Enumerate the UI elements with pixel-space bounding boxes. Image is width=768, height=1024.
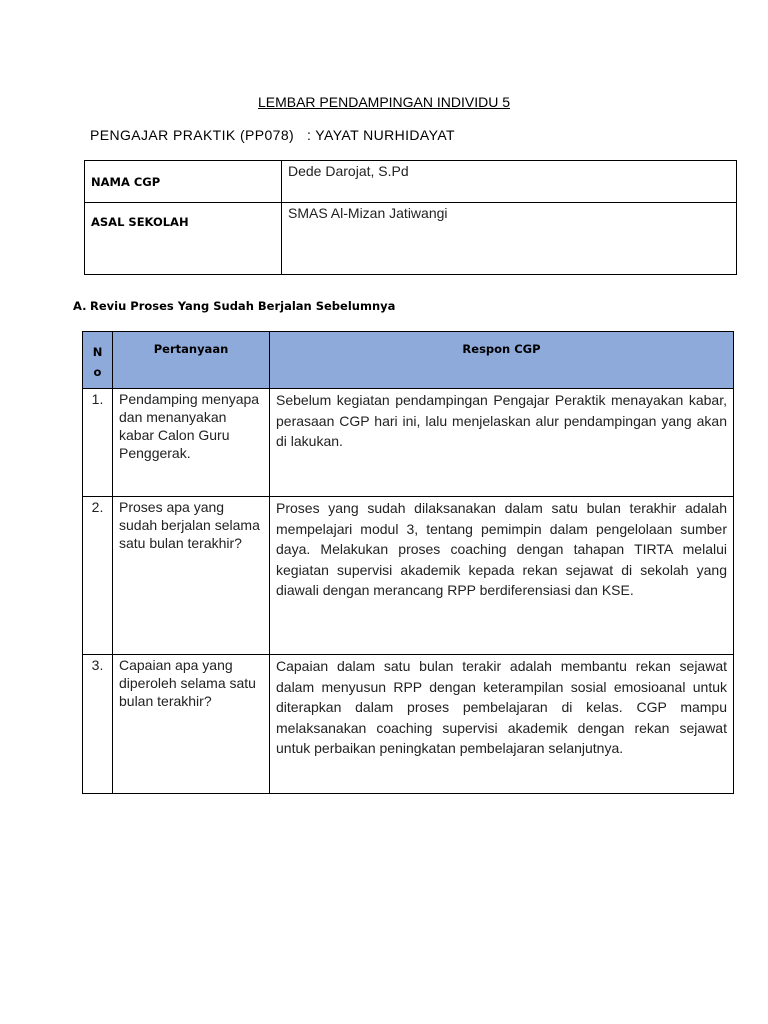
header-no-line1: N bbox=[92, 345, 103, 359]
review-table bbox=[82, 331, 734, 794]
info-label-sekolah: ASAL SEKOLAH bbox=[85, 203, 282, 275]
row-response: Sebelum kegiatan pendampingan Pengajar Peraktik menayakan kabar, perasaan CGP hari ini, lalu menjelaskan alur pendampingan yang akan di lakukan. bbox=[270, 389, 734, 497]
row-response: Capaian dalam satu bulan terakir adalah membantu rekan sejawat dalam menyusun RPP dengan keterampilan sosial emosioanal untuk diterapkan dalam proses pembelajaran di kelas. CGP mampu melaksanakan coaching supervisi akademik dengan rekan sejawat untuk perbaikan peningkatan pembelajaran selanjutnya. bbox=[270, 655, 734, 794]
table-row bbox=[83, 497, 734, 655]
row-number: 1. bbox=[83, 389, 113, 497]
header-no-line2: o bbox=[93, 365, 102, 379]
info-label-nama: NAMA CGP bbox=[85, 161, 282, 203]
section-heading bbox=[73, 299, 395, 313]
row-number: 3. bbox=[83, 655, 113, 794]
info-value-nama: Dede Darojat, S.Pd bbox=[282, 161, 737, 203]
section-letter: A. bbox=[73, 299, 87, 313]
row-question: Pendamping menyapa dan menanyakan kabar Calon Guru Penggerak. bbox=[113, 389, 270, 497]
row-number: 2. bbox=[83, 497, 113, 655]
document-title-text: LEMBAR PENDAMPINGAN INDIVIDU 5 bbox=[257, 94, 511, 110]
header-response: Respon CGP bbox=[270, 332, 734, 389]
row-question: Capaian apa yang diperoleh selama satu bulan terakhir? bbox=[113, 655, 270, 794]
header-question: Pertanyaan bbox=[113, 332, 270, 389]
header-no bbox=[83, 332, 113, 389]
info-row-sekolah bbox=[85, 203, 737, 275]
table-row bbox=[83, 389, 734, 497]
info-value-sekolah: SMAS Al-Mizan Jatiwangi bbox=[282, 203, 737, 275]
row-response: Proses yang sudah dilaksanakan dalam satu bulan terakhir adalah mempelajari modul 3, tentang pemimpin dalam pengelolaan sumber daya. Melakukan proses coaching dengan tahapan TIRTA melalui kegiatan supervisi akademik kepada rekan sejawat di sekolah yang diawali dengan merancang RPP berdiferensiasi dan KSE. bbox=[270, 497, 734, 655]
document-title bbox=[0, 94, 768, 110]
info-row-nama bbox=[85, 161, 737, 203]
info-table bbox=[84, 160, 737, 275]
document-subtitle: PENGAJAR PRAKTIK (PP078) : YAYAT NURHIDAYAT bbox=[90, 127, 455, 143]
row-question: Proses apa yang sudah berjalan selama satu bulan terakhir? bbox=[113, 497, 270, 655]
table-row bbox=[83, 655, 734, 794]
section-heading-text: Reviu Proses Yang Sudah Berjalan Sebelumnya bbox=[90, 299, 396, 313]
review-table-header bbox=[83, 332, 734, 389]
